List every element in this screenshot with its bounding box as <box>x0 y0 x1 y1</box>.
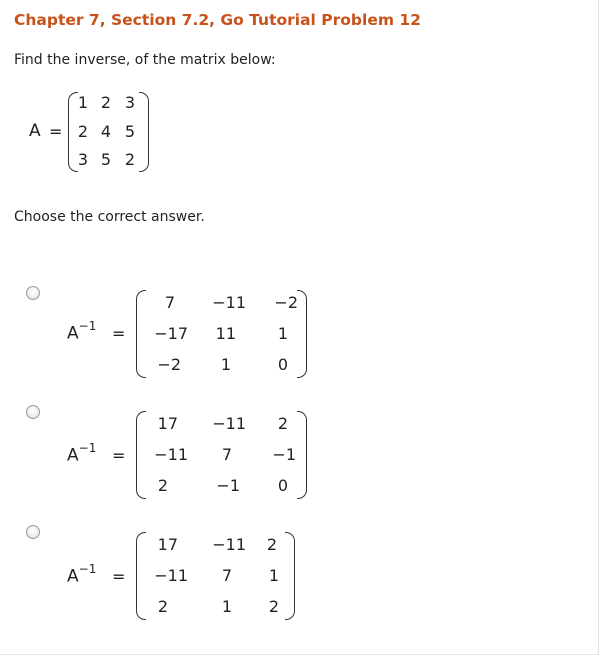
right-paren <box>297 290 307 378</box>
matrix-cell: 2 <box>268 597 279 616</box>
matrix-cell: 1 <box>220 355 231 374</box>
equals-sign: = <box>112 567 126 586</box>
matrix-cell: 2 <box>157 476 168 495</box>
matrix-cell: 7 <box>164 293 175 312</box>
matrix-cell: 3 <box>124 93 135 112</box>
matrix-cell: 11 <box>215 324 236 343</box>
matrix-cell: 1 <box>221 597 232 616</box>
matrix-cell: 3 <box>77 150 88 169</box>
matrix-cell: −17 <box>154 324 188 343</box>
right-paren <box>139 92 149 172</box>
matrix-cell: −11 <box>212 414 246 433</box>
inverse-label: $A^{-1}$ <box>67 562 97 587</box>
inverse-label: $A^{-1}$ <box>67 319 97 344</box>
choose-instruction: Choose the correct answer. <box>14 209 205 225</box>
matrix-cell: −11 <box>154 445 188 464</box>
matrix-cell: −2 <box>274 293 298 312</box>
matrix-cell: 5 <box>124 122 135 141</box>
matrix-cell: −11 <box>154 566 188 585</box>
equals-sign: = <box>49 122 63 141</box>
matrix-cell: 2 <box>124 150 135 169</box>
matrix-label: A <box>29 121 41 141</box>
matrix-cell: 2 <box>157 597 168 616</box>
matrix-cell: 2 <box>100 93 111 112</box>
matrix-cell: −1 <box>272 445 296 464</box>
right-paren <box>285 532 295 620</box>
matrix-cell: 17 <box>157 414 178 433</box>
matrix-cell: 7 <box>221 566 232 585</box>
matrix-cell: 0 <box>277 355 288 374</box>
option-radio[interactable] <box>26 286 40 300</box>
matrix-cell: 5 <box>100 150 111 169</box>
problem-title: Chapter 7, Section 7.2, Go Tutorial Problem 12 <box>14 11 421 29</box>
inverse-label: $A^{-1}$ <box>67 441 97 466</box>
matrix-cell: 0 <box>277 476 288 495</box>
matrix-cell: −11 <box>212 293 246 312</box>
problem-prompt: Find the inverse, of the matrix below: <box>14 52 276 68</box>
matrix-cell: 1 <box>268 566 279 585</box>
equals-sign: = <box>112 446 126 465</box>
matrix-cell: 1 <box>77 93 88 112</box>
matrix-cell: −11 <box>212 535 246 554</box>
matrix-cell: 2 <box>266 535 277 554</box>
matrix-cell: −1 <box>216 476 240 495</box>
matrix-cell: 17 <box>157 535 178 554</box>
matrix-cell: 1 <box>277 324 288 343</box>
equals-sign: = <box>112 324 126 343</box>
matrix-cell: 2 <box>77 122 88 141</box>
option-radio[interactable] <box>26 405 40 419</box>
right-paren <box>297 411 307 499</box>
matrix-cell: −2 <box>157 355 181 374</box>
matrix-cell: 2 <box>277 414 288 433</box>
matrix-cell: 7 <box>221 445 232 464</box>
matrix-cell: 4 <box>100 122 111 141</box>
option-radio[interactable] <box>26 525 40 539</box>
